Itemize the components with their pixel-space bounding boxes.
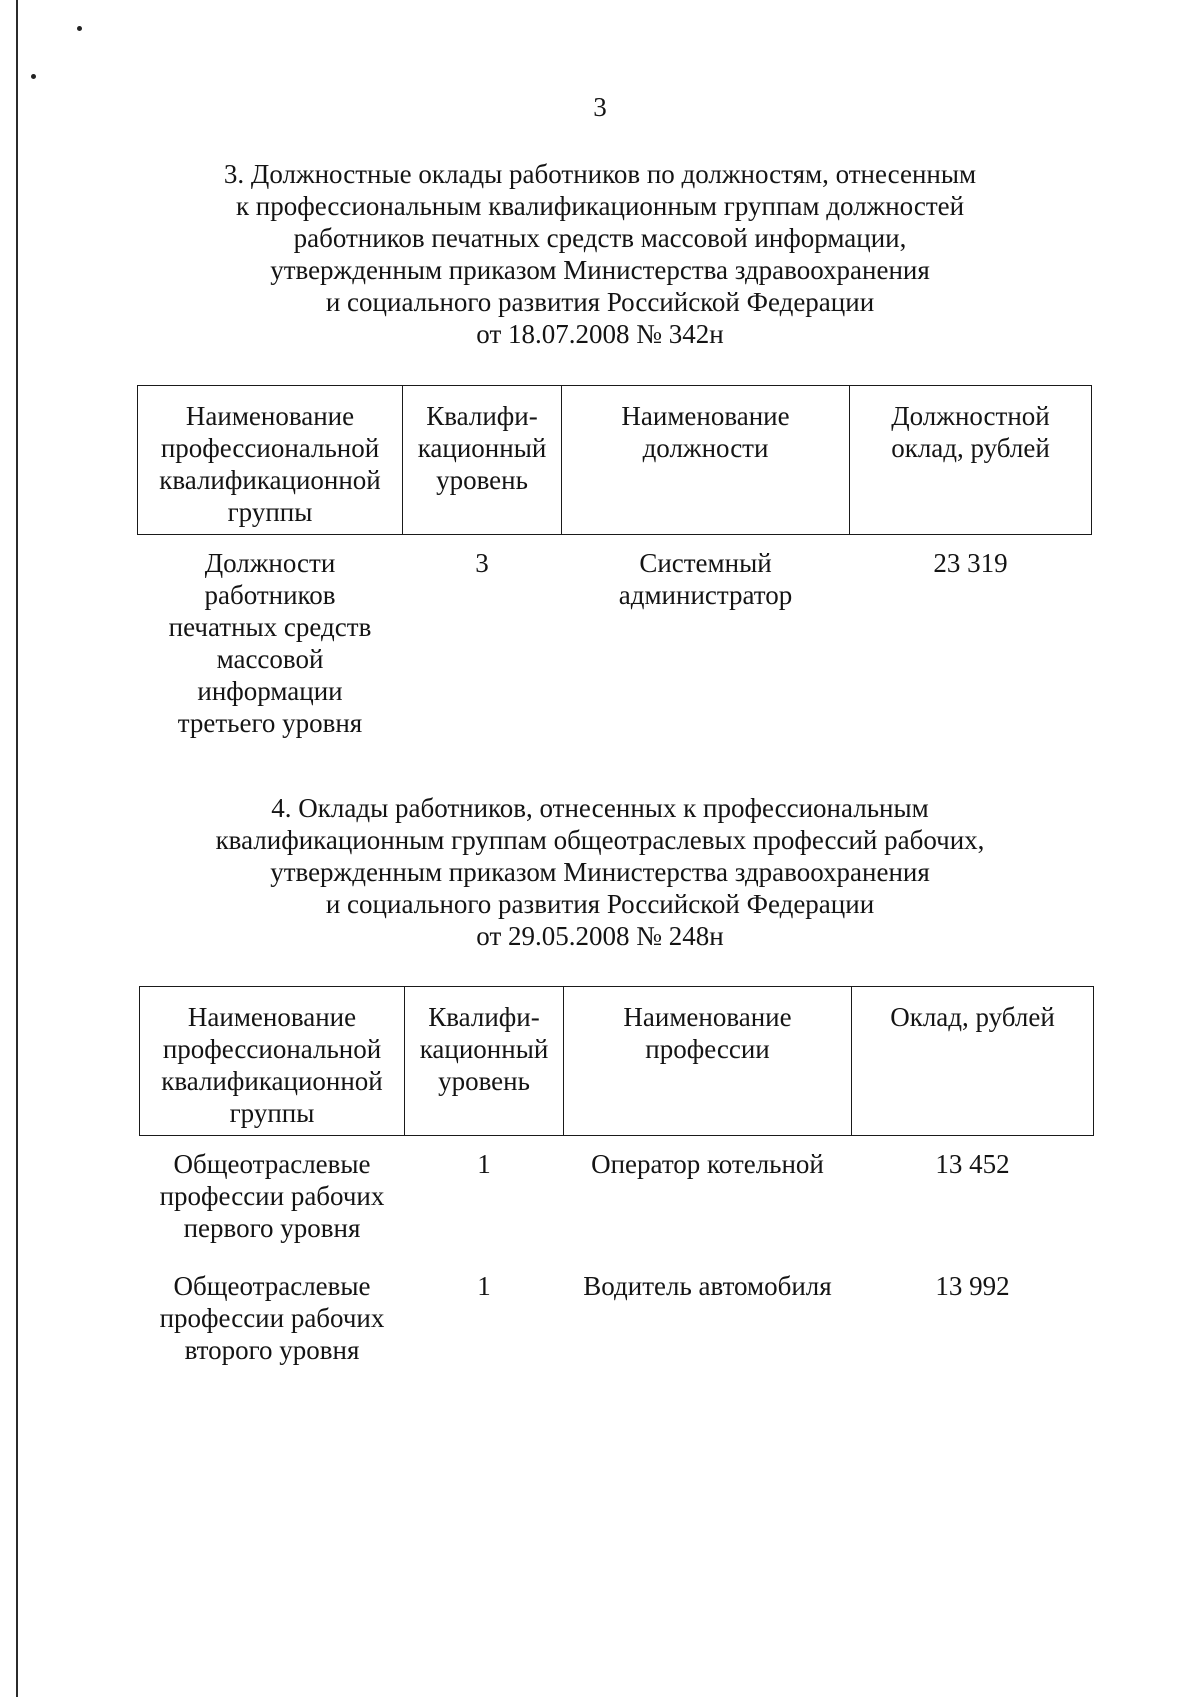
section-3-heading	[0, 158, 1200, 350]
header-profession-name: Наименование профессии	[564, 987, 852, 1136]
table-row	[138, 535, 1092, 754]
heading-line: работников печатных средств массовой информации,	[293, 223, 907, 253]
table-row	[140, 1258, 1094, 1380]
cell-profession-name: Оператор котельной	[591, 1149, 824, 1179]
header-group-name: Наименование профессиональной квалификационной группы	[138, 386, 403, 535]
cell-salary: 13 992	[935, 1271, 1010, 1301]
heading-line: и социального развития Российской Федерации	[325, 889, 875, 919]
cell-qualification-level: 1	[477, 1149, 491, 1179]
heading-line: квалификационным группам общеотраслевых профессий рабочих,	[215, 825, 985, 855]
table-header-row	[138, 386, 1092, 535]
page-number: 3	[593, 92, 607, 122]
heading-line: 4. Оклады работников, отнесенных к профессиональным	[271, 793, 929, 823]
heading-line: от 29.05.2008 № 248н	[476, 921, 724, 951]
section-4-heading	[0, 792, 1200, 952]
header-position-name: Наименование должности	[562, 386, 850, 535]
header-qualification-level: Квалифи- кационный уровень	[405, 987, 564, 1136]
heading-line: от 18.07.2008 № 342н	[476, 319, 724, 349]
cell-qualification-level: 1	[477, 1271, 491, 1301]
scan-speck	[77, 26, 82, 31]
scan-speck	[31, 74, 36, 79]
heading-line: к профессиональным квалификационным группам должностей	[235, 191, 965, 221]
section-3-salary-table	[137, 385, 1092, 753]
cell-group-name: Общеотраслевые профессии рабочих второго уровня	[159, 1271, 385, 1365]
cell-position-name: Системный администратор	[618, 548, 793, 610]
cell-salary: 23 319	[933, 548, 1008, 578]
heading-line: утвержденным приказом Министерства здравоохранения	[270, 857, 930, 887]
cell-group-name: Должности работников печатных средств массовой информации третьего уровня	[168, 548, 372, 738]
header-salary: Оклад, рублей	[852, 987, 1094, 1136]
cell-profession-name: Водитель автомобиля	[583, 1271, 832, 1301]
heading-line: и социального развития Российской Федерации	[325, 287, 875, 317]
cell-salary: 13 452	[935, 1149, 1010, 1179]
header-qualification-level: Квалифи- кационный уровень	[403, 386, 562, 535]
cell-group-name: Общеотраслевые профессии рабочих первого уровня	[159, 1149, 385, 1243]
header-salary: Должностной оклад, рублей	[850, 386, 1092, 535]
heading-line: 3. Должностные оклады работников по должностям, отнесенным	[223, 159, 977, 189]
cell-qualification-level: 3	[475, 548, 489, 578]
heading-line: утвержденным приказом Министерства здравоохранения	[270, 255, 930, 285]
table-header-row	[140, 987, 1094, 1136]
table-row	[140, 1136, 1094, 1259]
header-group-name: Наименование профессиональной квалификационной группы	[140, 987, 405, 1136]
section-4-salary-table	[139, 986, 1094, 1380]
